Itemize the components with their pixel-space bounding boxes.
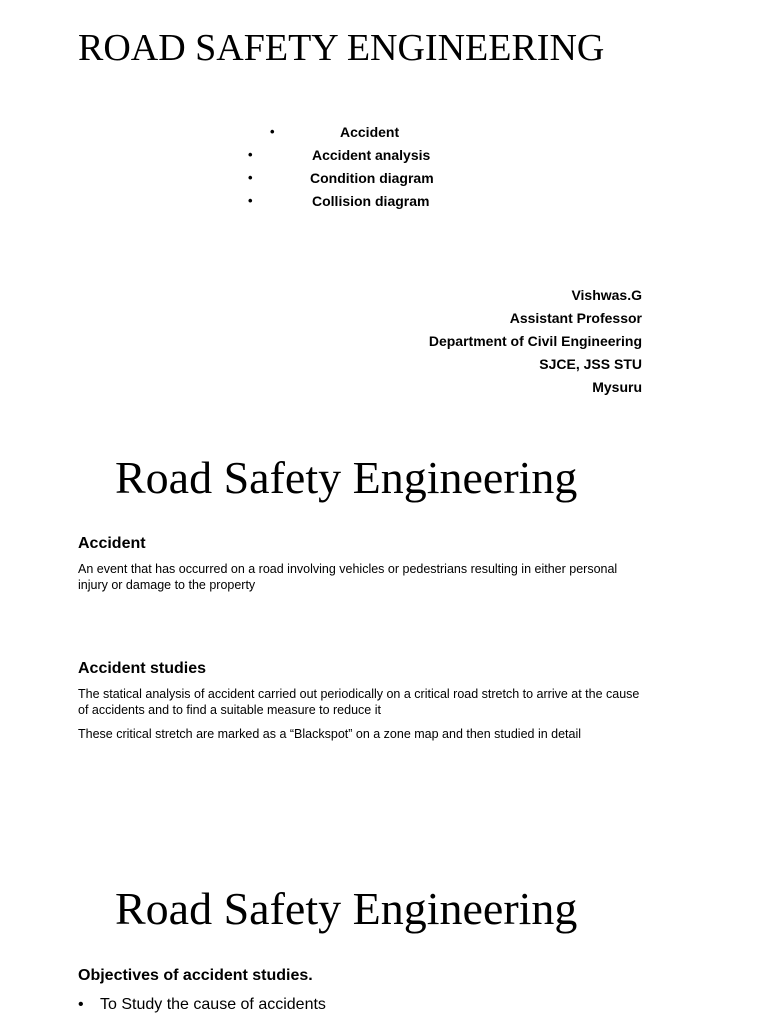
list-item — [240, 122, 500, 145]
accident-studies-heading: Accident studies — [78, 660, 207, 677]
bullet-text: Collision diagram — [312, 193, 430, 209]
author-name: Vishwas.G — [571, 287, 642, 303]
bullet-icon: • — [248, 147, 253, 162]
bullet-icon: • — [248, 193, 253, 208]
bullet-icon: • — [270, 124, 275, 139]
objectives-heading: Objectives of accident studies. — [78, 967, 313, 984]
author-city: Mysuru — [592, 379, 642, 395]
slide2-title: Road Safety Engineering — [115, 452, 578, 503]
accident-definition: An event that has occurred on a road involving vehicles or pedestrians resulting in either personal injury or damage to the property — [78, 562, 618, 592]
author-block — [429, 284, 642, 399]
objective-text: To Study the cause of accidents — [100, 996, 326, 1013]
topic-bullet-list — [240, 122, 500, 214]
accident-heading: Accident — [78, 535, 146, 552]
accident-studies-paragraph: The statical analysis of accident carried out periodically on a critical road stretch to arrive at the cause of accidents and to find a suitable measure to reduce it — [78, 687, 640, 717]
blackspot-paragraph: These critical stretch are marked as a “Blackspot” on a zone map and then studied in detail — [78, 727, 582, 741]
author-department: Department of Civil Engineering — [428, 333, 642, 349]
bullet-text: Condition diagram — [310, 170, 434, 186]
bullet-icon: • — [78, 996, 84, 1013]
list-item — [78, 995, 326, 1015]
bullet-icon: • — [248, 170, 253, 185]
slide1-title: ROAD SAFETY ENGINEERING — [78, 27, 605, 69]
list-item — [240, 191, 500, 214]
bullet-text: Accident — [340, 124, 400, 140]
slide3-title: Road Safety Engineering — [115, 883, 578, 934]
author-position: Assistant Professor — [509, 310, 642, 326]
list-item — [240, 168, 500, 191]
list-item — [240, 145, 500, 168]
author-institution: SJCE, JSS STU — [539, 356, 642, 372]
bullet-text: Accident analysis — [312, 147, 431, 163]
